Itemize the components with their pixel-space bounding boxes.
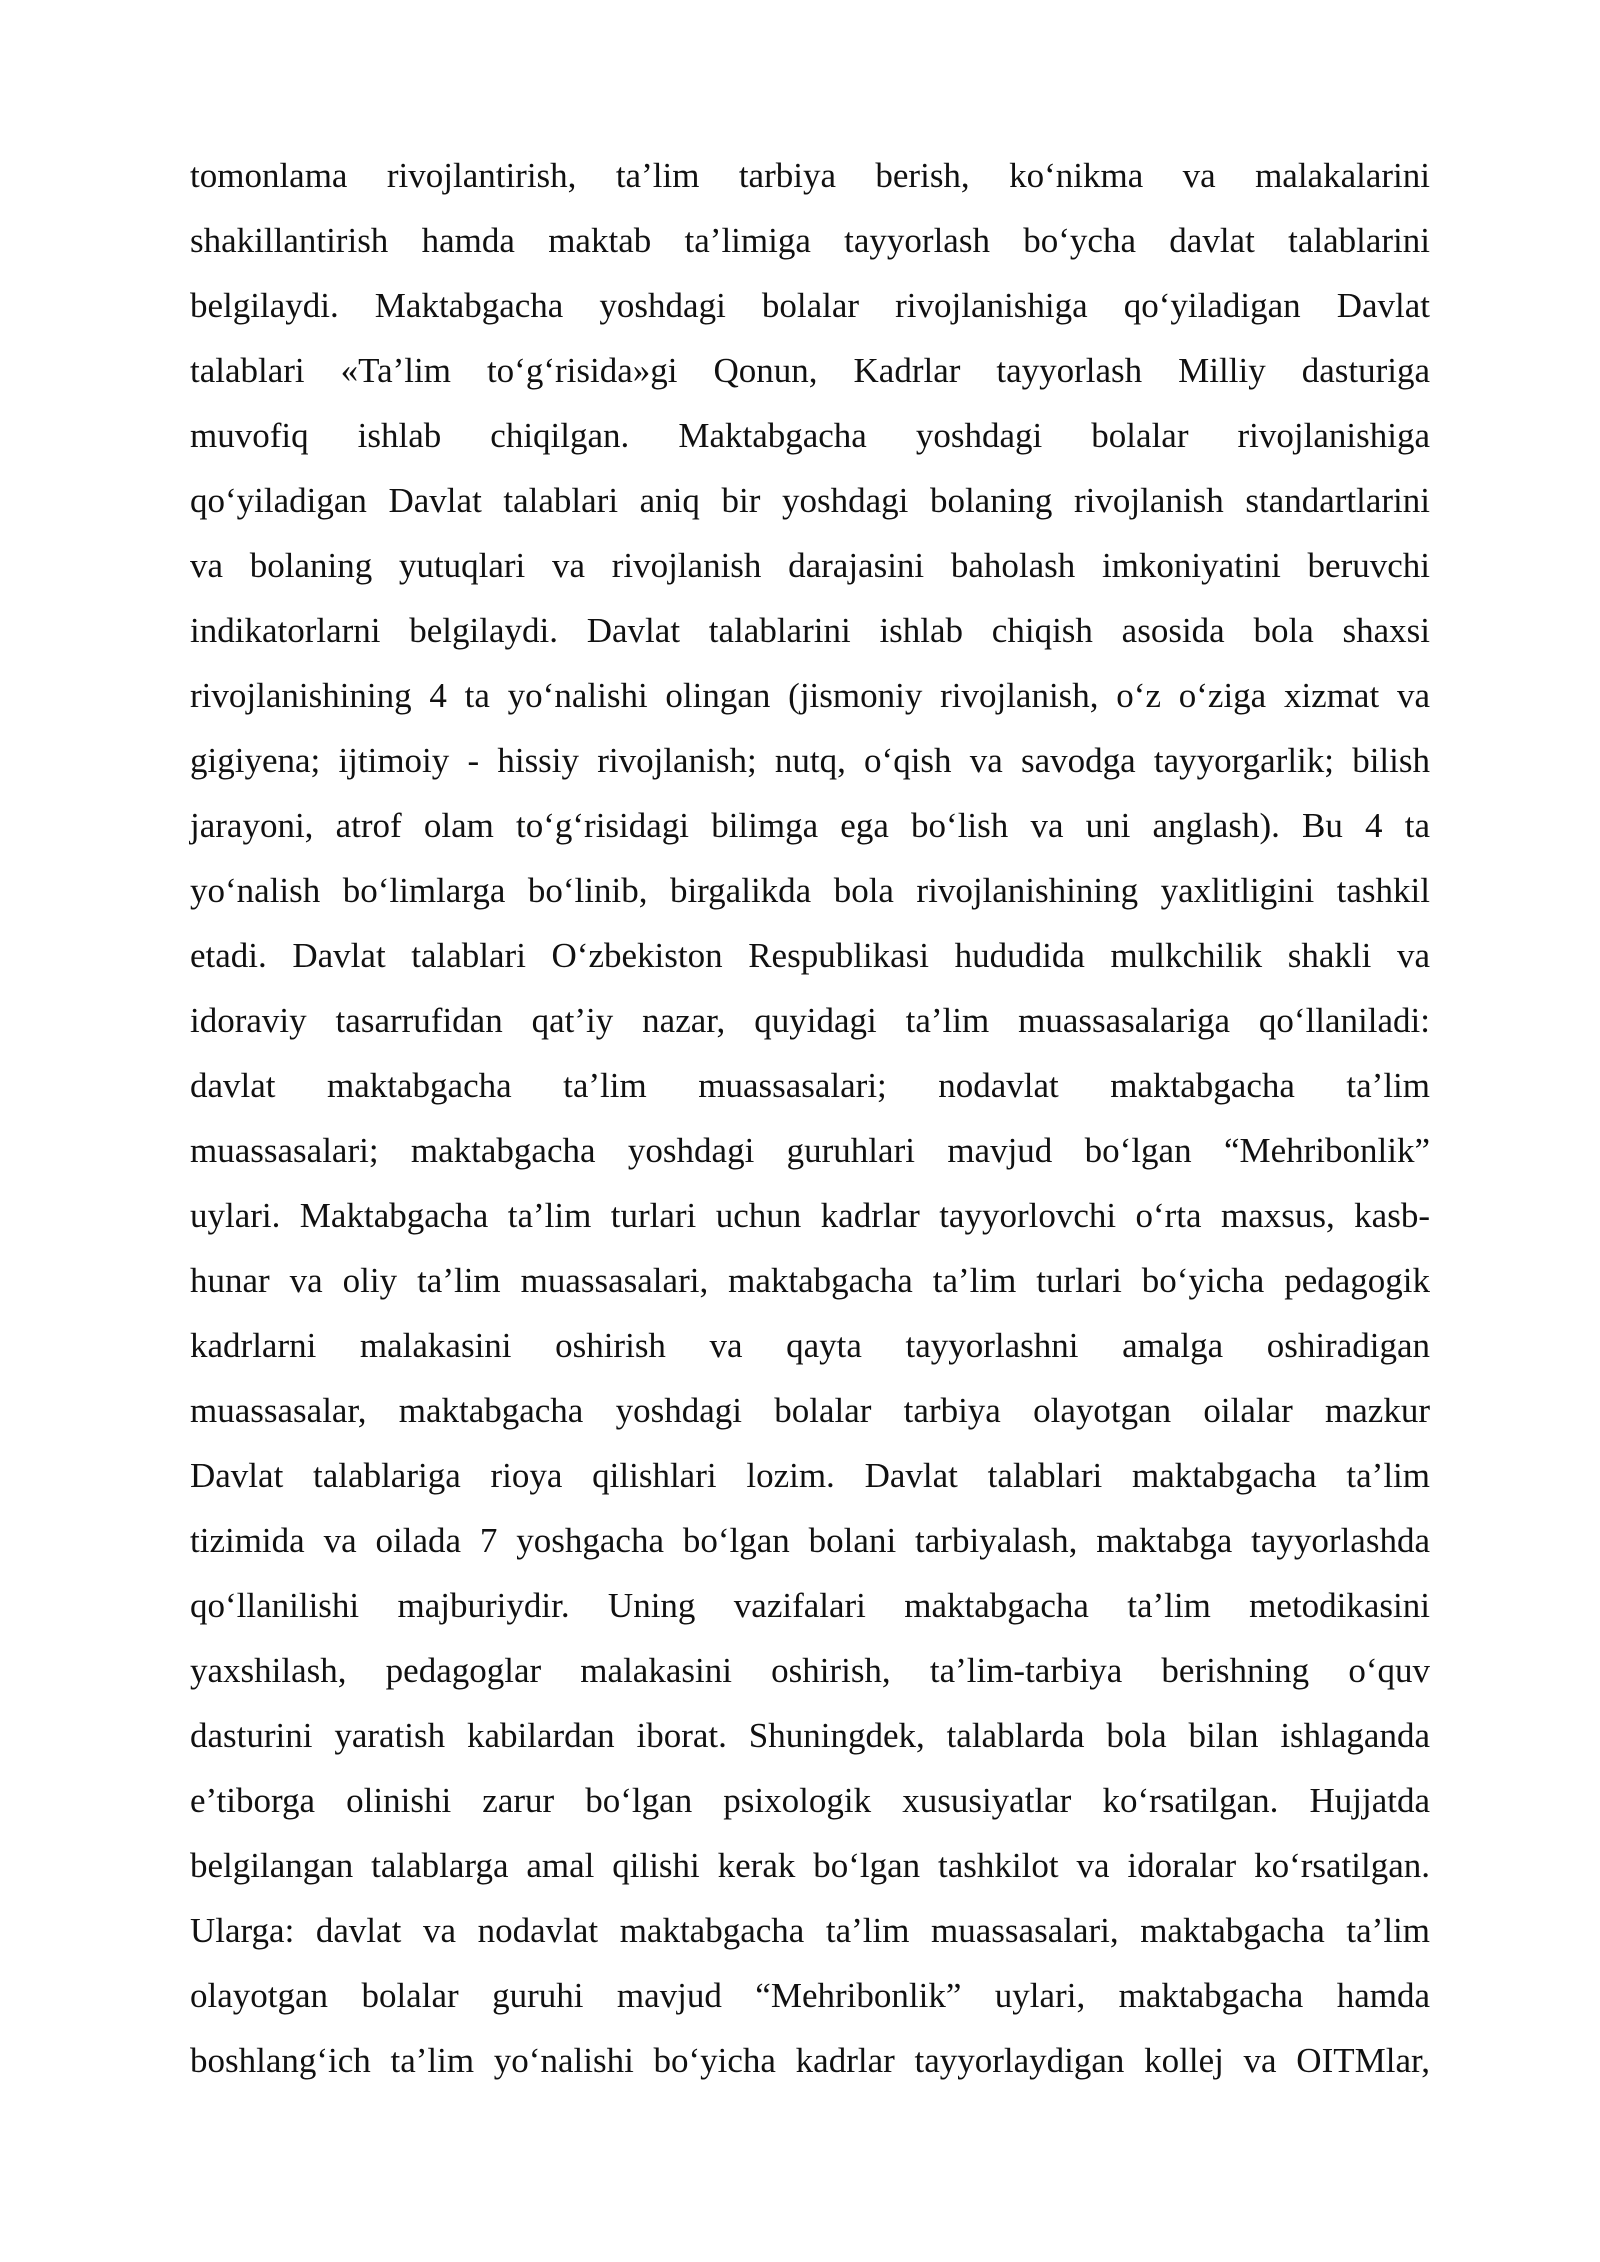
text-line: muassasalar, maktabgacha yoshdagi bolalar tarbiya olayotgan oilalar mazkur <box>190 1391 1430 1430</box>
text-line: muassasalari; maktabgacha yoshdagi guruhlari mavjud bo‘lgan “Mehribonlik” <box>190 1131 1430 1170</box>
text-line: rivojlanishining 4 ta yo‘nalishi olingan (jismoniy rivojlanish, o‘z o‘ziga xizmat va <box>190 676 1430 715</box>
text-line: belgilangan talablarga amal qilishi kerak bo‘lgan tashkilot va idoralar ko‘rsatilgan. <box>190 1846 1430 1885</box>
text-line: boshlang‘ich ta’lim yo‘nalishi bo‘yicha kadrlar tayyorlaydigan kollej va OITMlar, <box>190 2041 1430 2080</box>
text-line: yaxshilash, pedagoglar malakasini oshirish, ta’lim-tarbiya berishning o‘quv <box>190 1651 1430 1690</box>
text-line: kadrlarni malakasini oshirish va qayta tayyorlashni amalga oshiradigan <box>190 1326 1430 1365</box>
text-line: uylari. Maktabgacha ta’lim turlari uchun kadrlar tayyorlovchi o‘rta maxsus, kasb- <box>190 1196 1430 1235</box>
text-line: qo‘llanilishi majburiydir. Uning vazifalari maktabgacha ta’lim metodikasini <box>190 1586 1430 1625</box>
text-line: gigiyena; ijtimoiy - hissiy rivojlanish; nutq, o‘qish va savodga tayyorgarlik; bilish <box>190 741 1430 780</box>
text-line: tizimida va oilada 7 yoshgacha bo‘lgan bolani tarbiyalash, maktabga tayyorlashda <box>190 1521 1430 1560</box>
text-line: olayotgan bolalar guruhi mavjud “Mehribonlik” uylari, maktabgacha hamda <box>190 1976 1430 2015</box>
text-line: idoraviy tasarrufidan qat’iy nazar, quyidagi ta’lim muassasalariga qo‘llaniladi: <box>190 1001 1430 1040</box>
text-line: indikatorlarni belgilaydi. Davlat talablarini ishlab chiqish asosida bola shaxsi <box>190 611 1430 650</box>
text-line: belgilaydi. Maktabgacha yoshdagi bolalar rivojlanishiga qo‘yiladigan Davlat <box>190 286 1430 325</box>
text-line: talablari «Ta’lim to‘g‘risida»gi Qonun, Kadrlar tayyorlash Milliy dasturiga <box>190 351 1430 390</box>
text-line: tomonlama rivojlantirish, ta’lim tarbiya berish, ko‘nikma va malakalarini <box>190 156 1430 195</box>
text-line: yo‘nalish bo‘limlarga bo‘linib, birgalikda bola rivojlanishining yaxlitligini tashkil <box>190 871 1430 910</box>
text-line: Ularga: davlat va nodavlat maktabgacha ta’lim muassasalari, maktabgacha ta’lim <box>190 1911 1430 1950</box>
text-line: dasturini yaratish kabilardan iborat. Shuningdek, talablarda bola bilan ishlaganda <box>190 1716 1430 1755</box>
text-line: e’tiborga olinishi zarur bo‘lgan psixologik xususiyatlar ko‘rsatilgan. Hujjatda <box>190 1781 1430 1820</box>
text-line: qo‘yiladigan Davlat talablari aniq bir yoshdagi bolaning rivojlanish standartlarini <box>190 481 1430 520</box>
text-line: hunar va oliy ta’lim muassasalari, maktabgacha ta’lim turlari bo‘yicha pedagogik <box>190 1261 1430 1300</box>
text-line: va bolaning yutuqlari va rivojlanish darajasini baholash imkoniyatini beruvchi <box>190 546 1430 585</box>
text-line: muvofiq ishlab chiqilgan. Maktabgacha yoshdagi bolalar rivojlanishiga <box>190 416 1430 455</box>
text-line: davlat maktabgacha ta’lim muassasalari; nodavlat maktabgacha ta’lim <box>190 1066 1430 1105</box>
text-line: shakillantirish hamda maktab ta’limiga tayyorlash bo‘ycha davlat talablarini <box>190 221 1430 260</box>
text-line: jarayoni, atrof olam to‘g‘risidagi bilimga ega bo‘lish va uni anglash). Bu 4 ta <box>190 806 1430 845</box>
text-line: etadi. Davlat talablari O‘zbekiston Respublikasi hududida mulkchilik shakli va <box>190 936 1430 975</box>
text-line: Davlat talablariga rioya qilishlari lozim. Davlat talablari maktabgacha ta’lim <box>190 1456 1430 1495</box>
body-text <box>190 143 1430 2093</box>
